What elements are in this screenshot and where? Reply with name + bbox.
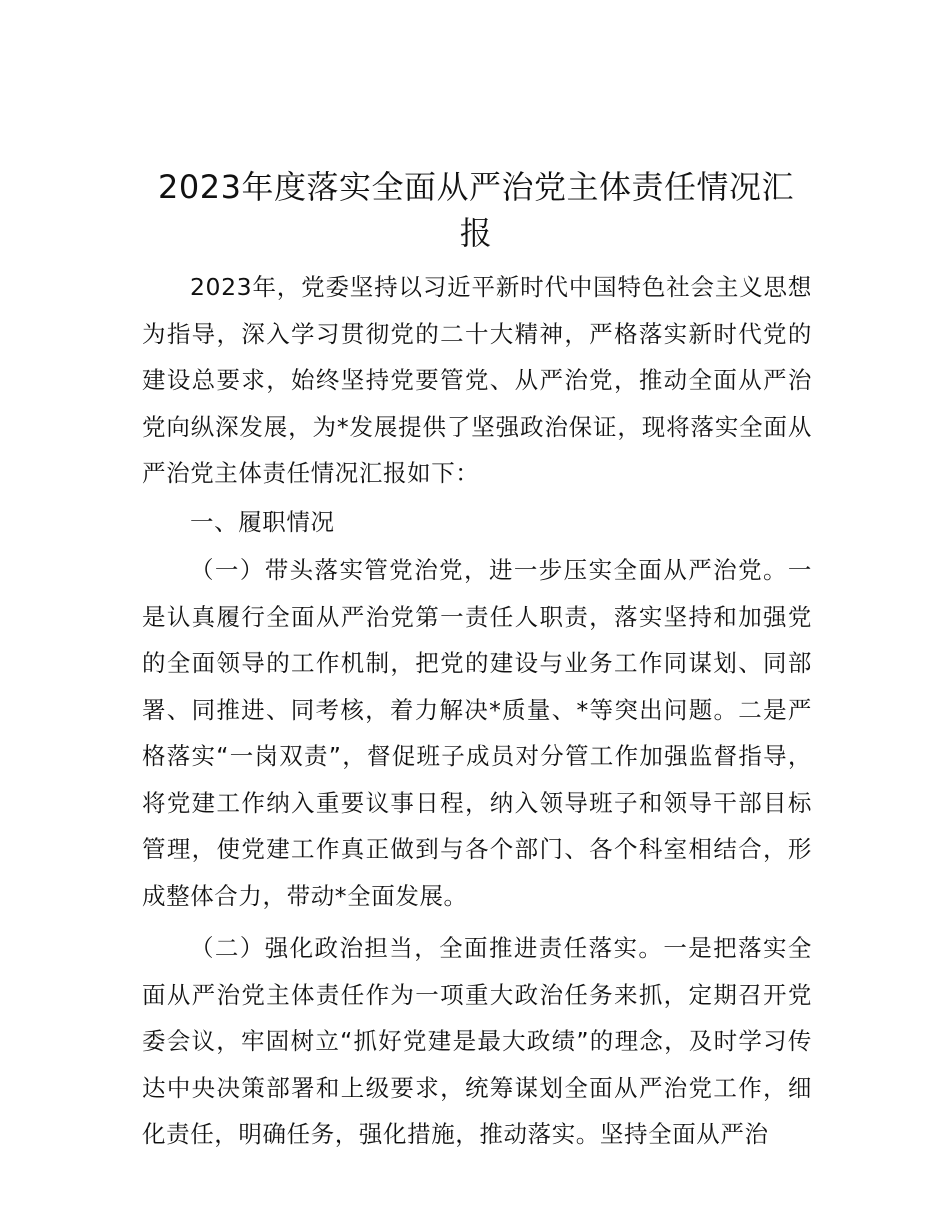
- document-title: 2023年度落实全面从严治党主体责任情况汇报: [158, 168, 794, 252]
- section-heading: 一、履职情况: [190, 507, 335, 536]
- subsection-paragraph-2: （二）强化政治担当，全面推进责任落实。一是把落实全面从严治党主体责任作为一项重大政治任务来抓，定期召开党委会议，牢固树立“抓好党建是最大政绩”的理念，及时学习传达中央决策部署和上级要求，统筹谋划全面从严治党工作，细化责任，明确任务，强化措施，推动落实。坚持全面从严治: [142, 934, 812, 1148]
- intro-paragraph: 2023年，党委坚持以习近平新时代中国特色社会主义思想为指导，深入学习贯彻党的二十大精神，严格落实新时代党的建设总要求，始终坚持党要管党、从严治党，推动全面从严治党向纵深发展，为*发展提供了坚强政治保证，现将落实全面从严治党主体责任情况汇报如下：: [142, 273, 812, 487]
- subsection-paragraph-1: （一）带头落实管党治党，进一步压实全面从严治党。一是认真履行全面从严治党第一责任人职责，落实坚持和加强党的全面领导的工作机制，把党的建设与业务工作同谋划、同部署、同推进、同考核，着力解决*质量、*等突出问题。二是严格落实“一岗双责”，督促班子成员对分管工作加强监督指导，将党建工作纳入重要议事日程，纳入领导班子和领导干部目标管理，使党建工作真正做到与各个部门、各个科室相结合，形成整体合力，带动*全面发展。: [142, 556, 812, 910]
- document-body: [142, 264, 812, 1158]
